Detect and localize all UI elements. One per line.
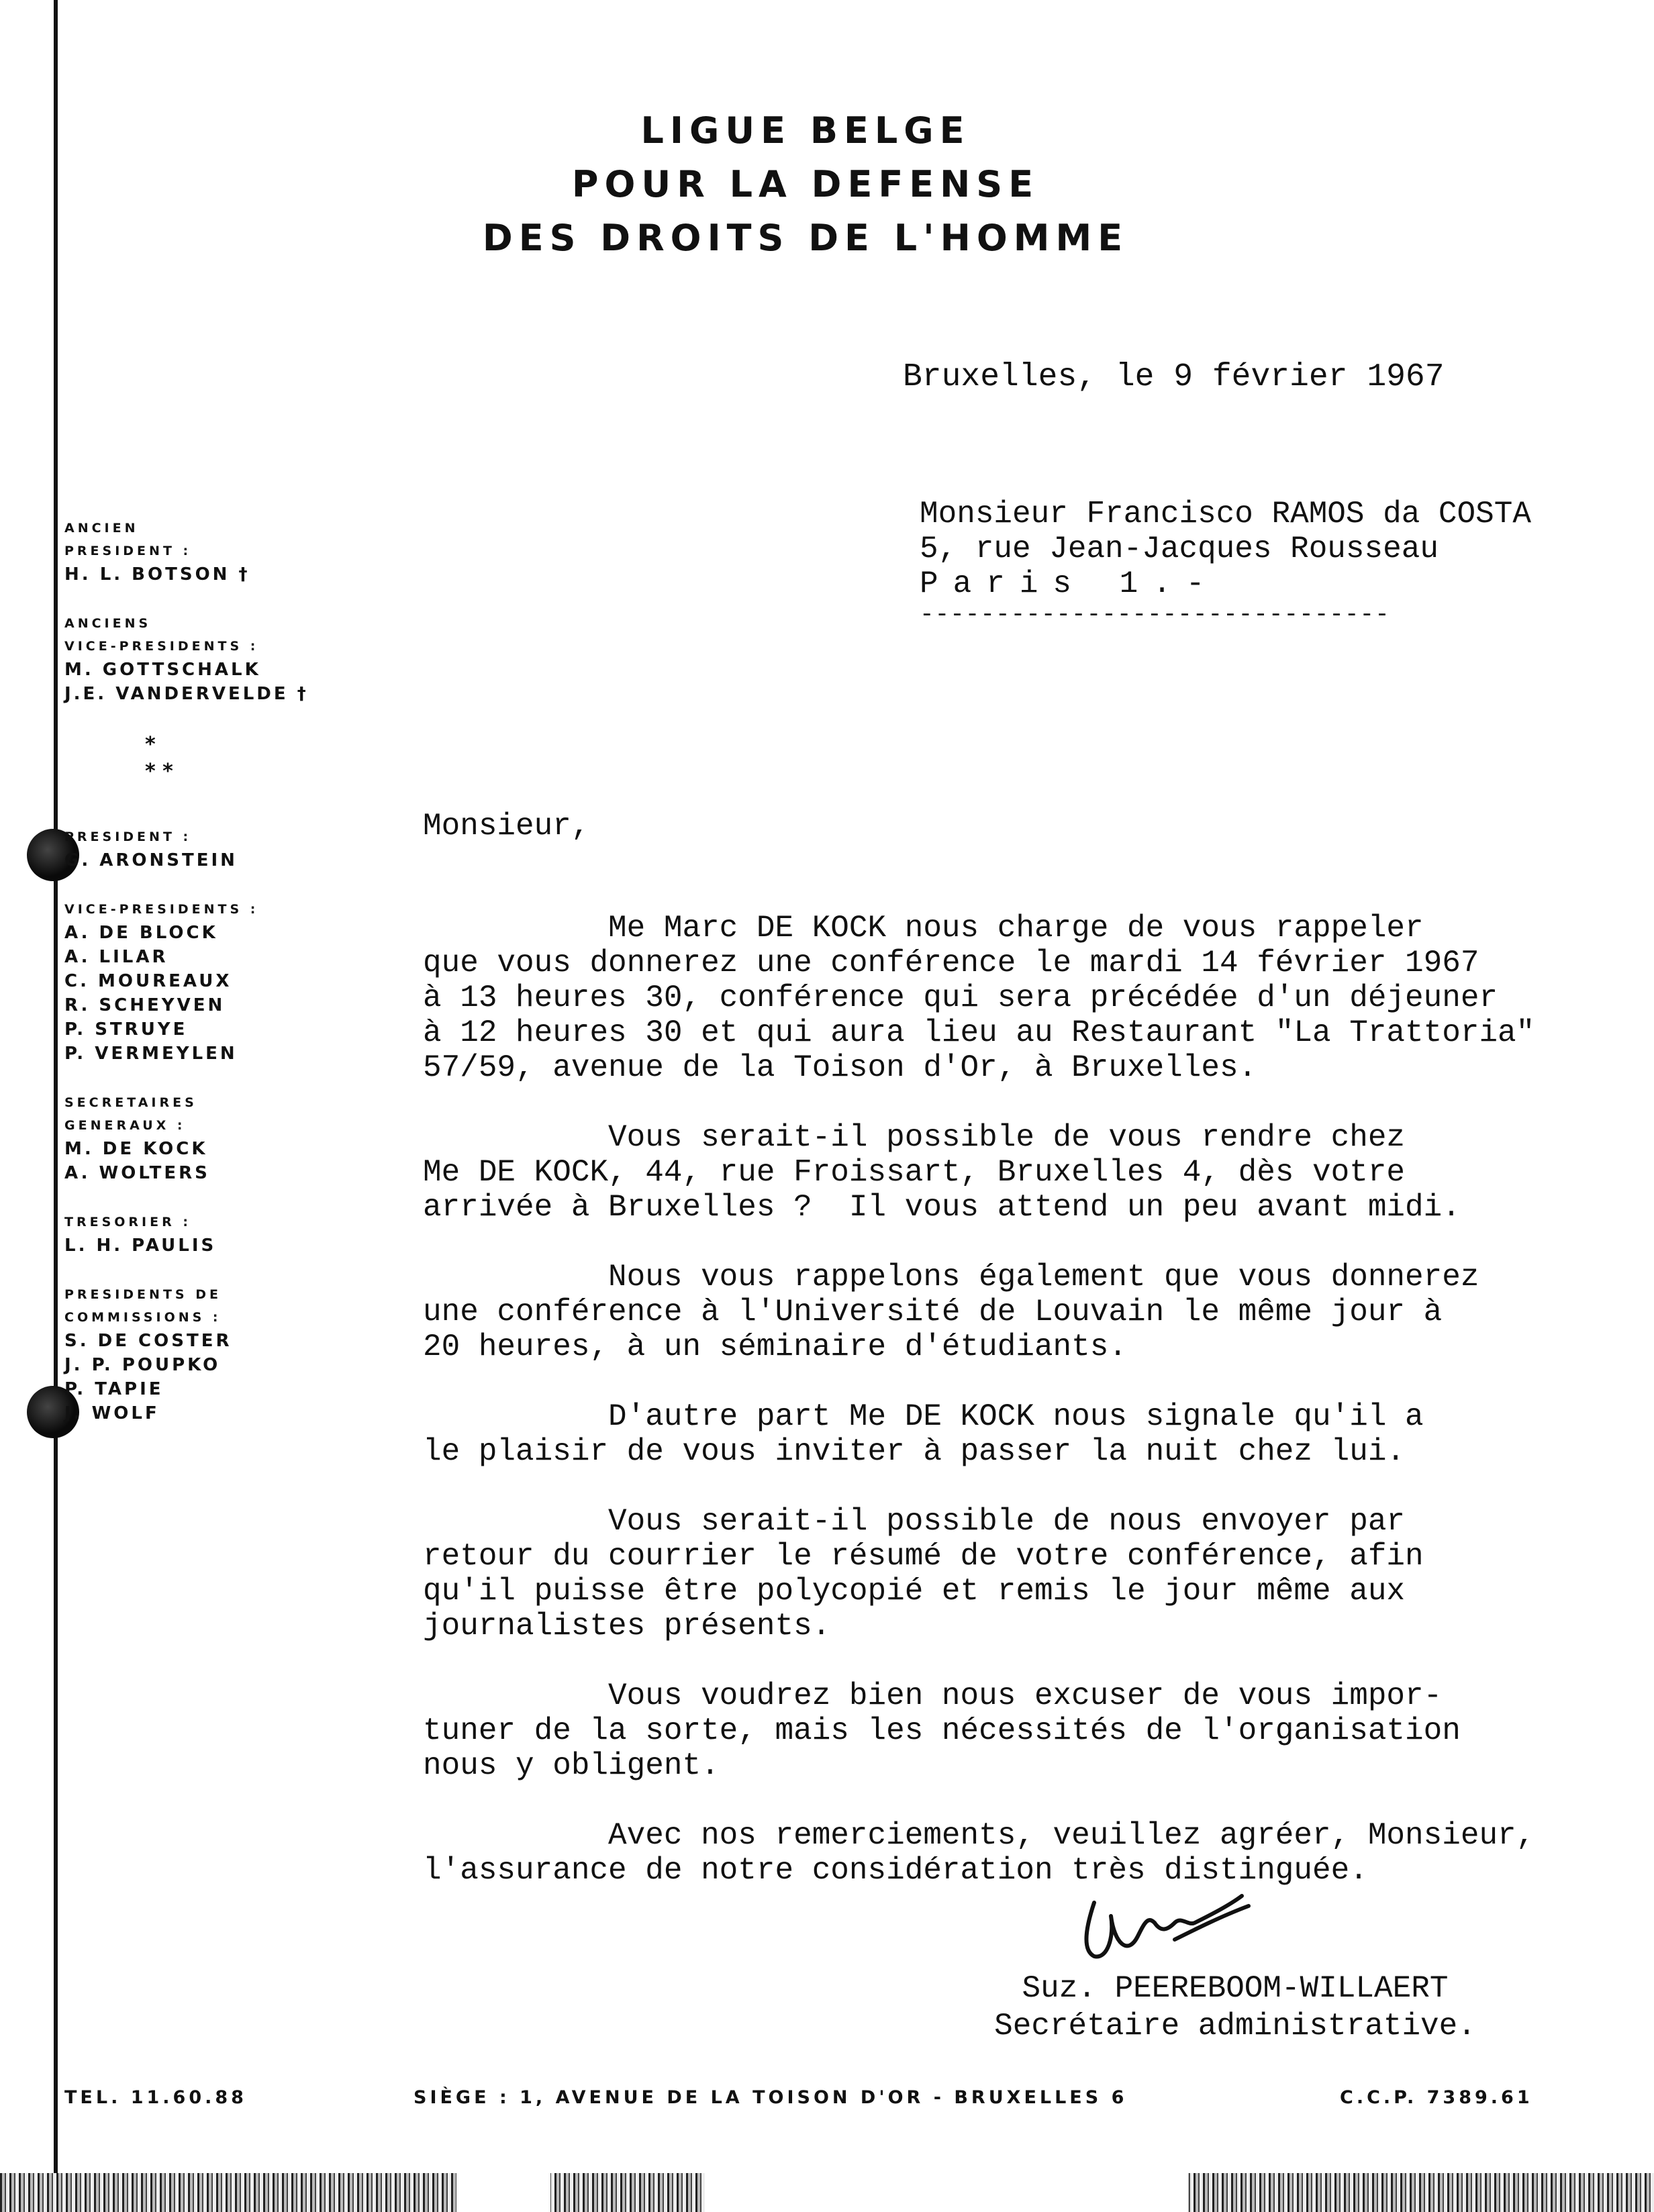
recipient-city: Paris 1.- [920,566,1220,601]
paragraph-line: Me Marc DE KOCK nous charge de vous rappeler [423,911,1424,946]
sidebar-name: S. DE COSTER [64,1331,232,1351]
sidebar-name: J. P. POUPKO [64,1355,221,1375]
paragraph-line: l'assurance de notre considération très distinguée. [423,1853,1368,1888]
sidebar-label: PRESIDENT : [64,544,192,558]
sidebar-label: GENERAUX : [64,1118,186,1133]
paragraph-line: à 13 heures 30, conférence qui sera précédée d'un déjeuner [423,981,1498,1015]
sidebar-name: P. TAPIE [64,1379,164,1399]
paragraph-line: arrivée à Bruxelles ? Il vous attend un peu avant midi. [423,1190,1461,1225]
sidebar-label: COMMISSIONS : [64,1310,222,1325]
paragraph-line: 20 heures, à un séminaire d'étudiants. [423,1329,1127,1364]
paragraph-line: que vous donnerez une conférence le mardi 14 février 1967 [423,946,1479,981]
sidebar-anciens-vice [64,612,333,706]
paragraph-line: journalistes présents. [423,1609,831,1644]
paragraph [423,1818,1618,1888]
paragraph-line: tuner de la sorte, mais les nécessités de l'organisation [423,1713,1461,1748]
sidebar-name: M. DE KOCK [64,1139,208,1159]
scan-edge-gap [456,2173,550,2212]
paragraph-line: Vous serait-il possible de nous envoyer par [423,1504,1406,1539]
sidebar-president [64,825,333,872]
recipient-underline: ------------------------------- [920,601,1390,628]
recipient-street: 5, rue Jean-Jacques Rousseau [920,532,1439,566]
sidebar-label: PRESIDENT : [64,830,192,844]
sidebar-label: TRESORIER : [64,1215,191,1229]
sidebar-stars: * * * [145,733,173,783]
sidebar-name: A. DE BLOCK [64,923,218,943]
footer-ccp: C.C.P. 7389.61 [1340,2087,1533,2108]
paragraph [423,1120,1618,1225]
sidebar-name: R. SCHEYVEN [64,995,226,1015]
recipient-address [920,497,1531,628]
sidebar-name: C. MOUREAUX [64,971,232,991]
scan-edge-gap [705,2173,1188,2212]
sidebar-name: P. STRUYE [64,1019,188,1040]
footer-siege: SIÈGE : 1, AVENUE DE LA TOISON D'OR - BRUXELLES 6 [414,2087,1128,2108]
paragraph [423,1678,1618,1783]
recipient-name: Monsieur Francisco RAMOS da COSTA [920,497,1531,532]
letterhead-line-1: LIGUE BELGE [640,109,971,152]
officers-sidebar [64,517,333,1451]
sidebar-label: ANCIENS [64,616,152,631]
sidebar-label: VICE-PRESIDENTS : [64,902,259,917]
letterhead [403,104,1208,265]
paragraph [423,1504,1618,1644]
paragraph-line: à 12 heures 30 et qui aura lieu au Restaurant "La Trattoria" [423,1015,1535,1050]
paragraph-line: 57/59, avenue de la Toison d'Or, à Bruxelles. [423,1050,1257,1085]
letter-date: Bruxelles, le 9 février 1967 [903,359,1445,395]
sidebar-label: VICE-PRESIDENTS : [64,639,259,654]
sidebar-label: PRESIDENTS DE [64,1287,222,1302]
paragraph-line: D'autre part Me DE KOCK nous signale qu'il a [423,1399,1424,1434]
margin-rule [54,0,58,2212]
paragraph [423,1399,1618,1469]
paragraph-line: Vous serait-il possible de vous rendre chez [423,1120,1406,1155]
sidebar-secretaires [64,1091,333,1185]
paragraph-line: une conférence à l'Université de Louvain le même jour à [423,1295,1443,1329]
sidebar-ancien-president [64,517,333,587]
handwritten-signature [1074,1876,1275,1970]
sidebar-commissions [64,1283,333,1425]
signatory-block [967,1970,1504,2045]
paragraph-line: Vous voudrez bien nous excuser de vous impor- [423,1678,1443,1713]
sidebar-name: J. WOLF [64,1403,160,1423]
sidebar-vice-presidents [64,898,333,1066]
letter-body [423,809,1618,1923]
letterhead-line-3: DES DROITS DE L'HOMME [482,217,1129,259]
sidebar-name: J.E. VANDERVELDE † [64,684,309,704]
sidebar-name: A. LILAR [64,947,168,967]
signatory-title: Secrétaire administrative. [994,2009,1476,2044]
sidebar-label: ANCIEN [64,521,139,536]
paragraph-line: qu'il puisse être polycopié et remis le jour même aux [423,1574,1406,1609]
footer-tel: TEL. 11.60.88 [64,2087,247,2108]
letterhead-line-2: POUR LA DEFENSE [571,163,1040,205]
sidebar-name: G. ARONSTEIN [64,850,238,870]
sidebar-name: P. VERMEYLEN [64,1044,238,1064]
signatory-name: Suz. PEEREBOOM-WILLAERT [1022,1971,1449,2006]
sidebar-name: A. WOLTERS [64,1163,210,1183]
letter-footer [64,2087,1622,2121]
paragraph [423,911,1618,1085]
paragraph-line: retour du courrier le résumé de votre conférence, afin [423,1539,1424,1574]
paragraph-line: Avec nos remerciements, veuillez agréer, Monsieur, [423,1818,1535,1853]
paragraph-line: Nous vous rappelons également que vous donnerez [423,1260,1479,1295]
sidebar-tresorier [64,1211,333,1258]
salutation: Monsieur, [423,809,590,844]
sidebar-name: L. H. PAULIS [64,1236,217,1256]
paragraph-line: nous y obligent. [423,1748,720,1783]
paragraph [423,1260,1618,1364]
paragraphs [423,911,1618,1888]
sidebar-name: M. GOTTSCHALK [64,660,261,680]
paragraph-line: le plaisir de vous inviter à passer la nuit chez lui. [423,1434,1406,1469]
sidebar-label: SECRETAIRES [64,1095,197,1110]
paragraph-line: Me DE KOCK, 44, rue Froissart, Bruxelles 4, dès votre [423,1155,1406,1190]
sidebar-name: H. L. BOTSON † [64,564,250,585]
